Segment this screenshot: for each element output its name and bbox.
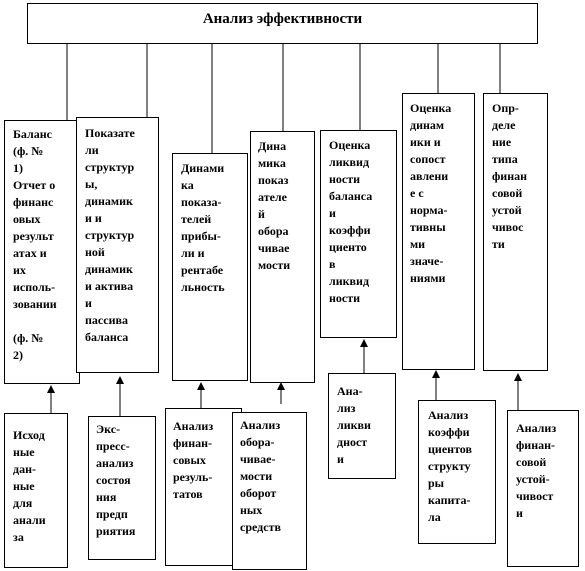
block-stability-type (483, 93, 548, 371)
block-turnover-analysis (232, 412, 307, 570)
block-text: Ана- лиз ликви дност и (337, 384, 371, 466)
block-text: Оценка ликвид ности баланса и коэффи циенто в ликвид ности (329, 138, 373, 305)
block-source-data (4, 413, 68, 568)
block-text: Анализ коэффи циентов структу ры капита- ла (428, 408, 472, 524)
block-structure-indicators (76, 117, 159, 373)
block-financial-stability-analysis (507, 410, 579, 567)
block-capital-structure-analysis (418, 400, 496, 544)
block-text: Анализ финан- совой устой- чивост и (516, 421, 557, 520)
block-text: Показате ли структур ы, динамик и и структур ной динамик и актива и пассива баланса (85, 126, 135, 344)
block-text: Оценка динам ики и сопост авлени е с норма- тивны ми значе- ниями (410, 101, 452, 285)
block-text: Баланс (ф. № 1) Отчет о финанс овых результ атах и их исполь- зовании (ф. № 2) (13, 127, 57, 362)
block-financial-results-analysis (165, 408, 242, 566)
title-box (27, 3, 538, 44)
block-turnover-dynamics (250, 131, 315, 383)
block-profit-dynamics (172, 153, 248, 381)
block-normative-comparison (402, 93, 475, 370)
block-balance-report (4, 120, 80, 384)
block-liquidity-analysis (328, 373, 396, 479)
block-text: Динами ка показа- телей прибы- ли и рентабе льность (181, 161, 225, 294)
block-text: Дина мика показ ателе й обора чивае мости (258, 139, 291, 272)
diagram-title: Анализ эффективности (202, 11, 363, 27)
block-liquidity-assessment (320, 130, 397, 338)
block-text: Анализ финан- совых резуль- татов (173, 419, 214, 501)
block-text: Исход ные дан- ные для анали за (13, 428, 46, 544)
block-text: Анализ обора- чивае- мости оборот ных средств (240, 418, 281, 534)
block-text: Опр- деле ние типа финан совой устой чивос ти (492, 101, 528, 251)
block-text: Экс- пресс- анализ состоя ния предп риятия (96, 422, 136, 538)
block-express-analysis (88, 416, 156, 560)
